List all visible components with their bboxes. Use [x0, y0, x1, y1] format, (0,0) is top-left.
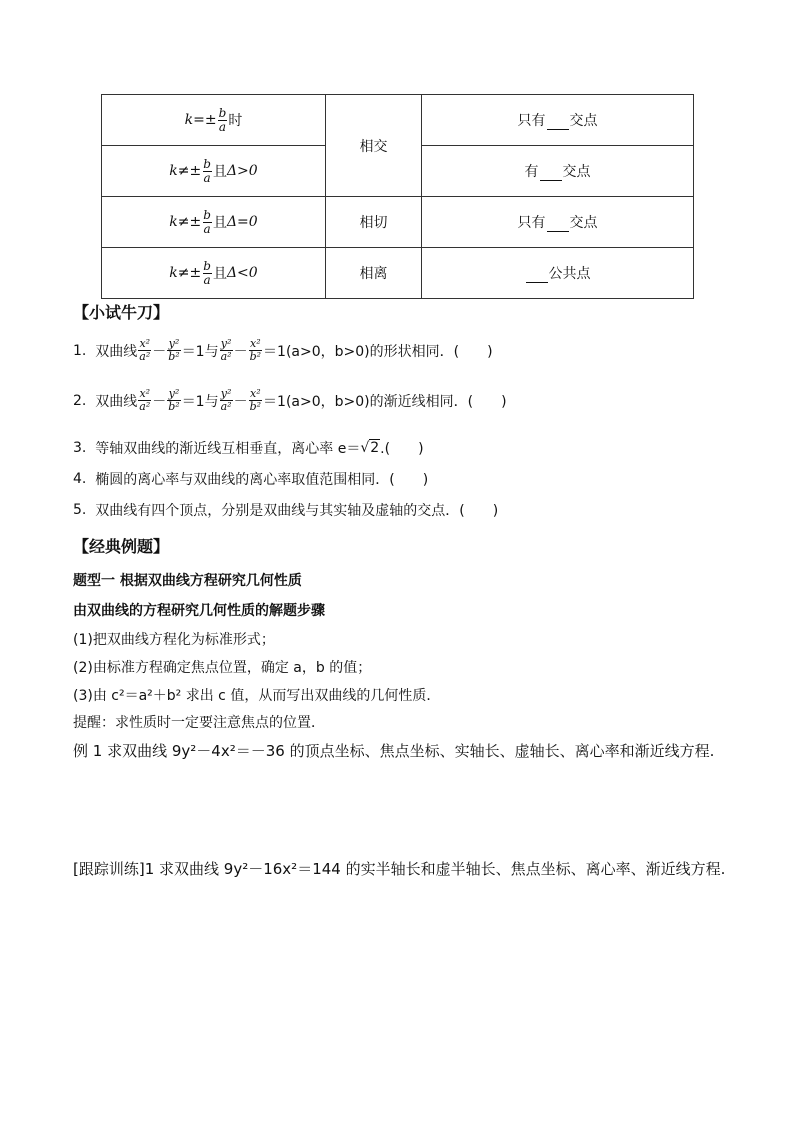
- trial-item-4: 4. 椭圆的离心率与双曲线的离心率取值范围相同．( ): [73, 471, 429, 488]
- follow-up-exercise-1: [跟踪训练]1 求双曲线 9y²－16x²＝144 的实半轴长和虚半轴长、焦点坐标、离心率、渐近线方程.: [73, 860, 726, 878]
- trial-item-5: 5. 双曲线有四个顶点，分别是双曲线与其实轴及虚轴的交点．( ): [73, 502, 499, 519]
- delta-condition: Δ=0: [226, 214, 258, 230]
- example-1: 例 1 求双曲线 9y²－4x²＝－36 的顶点坐标、焦点坐标、实轴长、虚轴长、离心率和渐近线方程.: [73, 742, 715, 760]
- delta-condition: Δ>0: [226, 163, 258, 179]
- relation-cell: 相切: [326, 197, 422, 248]
- sqrt-2: √2: [360, 440, 380, 456]
- condition-cell: k ≠± $\frac{b}{a}$ 且 Δ<0: [102, 248, 326, 299]
- trial-item-1: 1. 双曲线 $\frac{\text{x²}}{\text{a²}}$ － $\frac{\text{y²}}{\text{b²}}$ ＝1 与 $\frac{\text{y²}}{\text{a²}}$ － $\frac{\text{x²}}{\text{b²}}$ ＝1 (a>0，b>0)的形状相同．( ): [73, 337, 493, 363]
- fraction-b-over-a: $\frac{b}{a}$: [203, 258, 211, 287]
- table-row: [102, 248, 694, 299]
- condition-suffix: 时: [228, 113, 243, 129]
- trial-item-3: 3. 等轴双曲线的渐近线互相垂直，离心率 e＝ √2 .( ): [73, 440, 424, 457]
- fill-blank: [547, 115, 569, 130]
- delta-condition: Δ<0: [226, 265, 258, 281]
- condition-cell: k ≠± $\frac{b}{a}$ 且 Δ>0: [102, 146, 326, 197]
- result-cell: 只有 交点: [422, 197, 694, 248]
- result-cell: 有 交点: [422, 146, 694, 197]
- type1-title: 题型一 根据双曲线方程研究几何性质: [73, 573, 302, 589]
- step-1: (1)把双曲线方程化为标准形式；: [73, 632, 275, 648]
- result-cell: 公共点: [422, 248, 694, 299]
- operator: =±: [193, 112, 217, 128]
- fill-blank: [547, 217, 569, 232]
- table-row: [102, 95, 694, 146]
- steps-title: 由双曲线的方程研究几何性质的解题步骤: [73, 603, 325, 619]
- trial-item-2: 2. 双曲线 $\frac{\text{x²}}{\text{a²}}$ － $\frac{\text{y²}}{\text{b²}}$ ＝1 与 $\frac{\text{y²}}{\text{a²}}$ － $\frac{\text{x²}}{\text{b²}}$ ＝1 (a>0，b>0)的渐近线相同．( ): [73, 387, 507, 413]
- relation-cell: 相交: [326, 95, 422, 197]
- step-3: (3)由 c²＝a²＋b² 求出 c 值，从而写出双曲线的几何性质．: [73, 688, 441, 704]
- result-cell: 只有 交点: [422, 95, 694, 146]
- fill-blank: [526, 268, 548, 283]
- var-k: k: [184, 112, 194, 128]
- condition-cell: k ≠± $\frac{b}{a}$ 且 Δ=0: [102, 197, 326, 248]
- reminder: 提醒：求性质时一定要注意焦点的位置．: [73, 715, 325, 731]
- relation-cell: 相离: [326, 248, 422, 299]
- examples-heading: 【经典例题】: [73, 537, 170, 556]
- fraction-b-over-a: $\frac{b}{a}$: [203, 207, 211, 236]
- fraction-b-over-a: $\frac{b}{a}$: [203, 156, 211, 185]
- step-2: (2)由标准方程确定焦点位置，确定 a，b 的值；: [73, 660, 372, 676]
- fill-blank: [540, 166, 562, 181]
- condition-cell: [102, 95, 326, 146]
- trial-heading: 【小试牛刀】: [73, 303, 170, 322]
- table-row: [102, 197, 694, 248]
- intersection-table: [101, 94, 694, 299]
- fraction-b-over-a: $\frac{b}{a}$: [218, 105, 227, 134]
